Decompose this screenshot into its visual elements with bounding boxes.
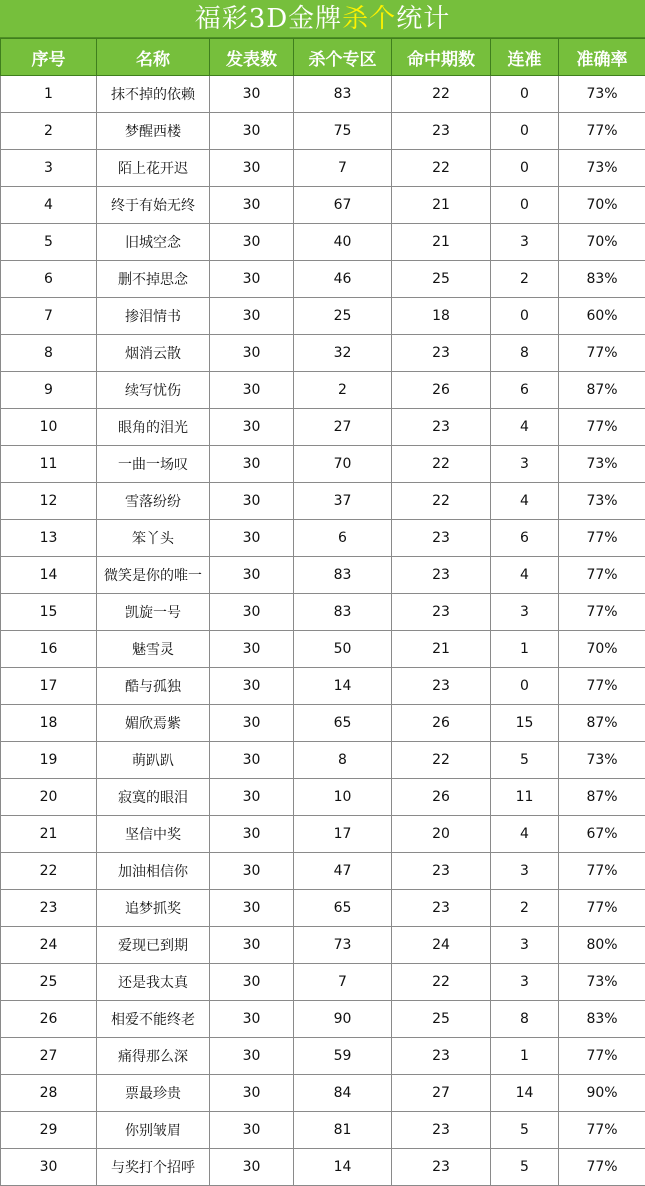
table-row — [1, 372, 645, 409]
table-row — [1, 409, 645, 446]
cell-col-name: 陌上花开迟 — [97, 150, 210, 187]
cell-col-index: 1 — [1, 76, 97, 113]
table-row — [1, 520, 645, 557]
cell-col-hits: 22 — [392, 964, 491, 1001]
cell-col-accuracy: 73% — [559, 76, 645, 113]
table-row — [1, 705, 645, 742]
cell-col-streak: 1 — [491, 1038, 559, 1075]
cell-col-hits: 23 — [392, 1038, 491, 1075]
cell-col-streak: 2 — [491, 890, 559, 927]
cell-col-name: 旧城空念 — [97, 224, 210, 261]
cell-col-accuracy: 70% — [559, 224, 645, 261]
cell-col-index: 13 — [1, 520, 97, 557]
cell-col-index: 15 — [1, 594, 97, 631]
cell-col-kill-zone: 75 — [294, 113, 392, 150]
cell-col-index: 4 — [1, 187, 97, 224]
title-highlight: 杀个 — [342, 4, 396, 34]
cell-col-kill-zone: 65 — [294, 705, 392, 742]
cell-col-kill-zone: 40 — [294, 224, 392, 261]
cell-col-accuracy: 80% — [559, 927, 645, 964]
cell-col-hits: 25 — [392, 1001, 491, 1038]
cell-col-index: 20 — [1, 779, 97, 816]
cell-col-hits: 23 — [392, 335, 491, 372]
cell-col-name: 酷与孤独 — [97, 668, 210, 705]
cell-col-index: 2 — [1, 113, 97, 150]
table-row — [1, 1149, 645, 1186]
cell-col-streak: 3 — [491, 224, 559, 261]
cell-col-index: 25 — [1, 964, 97, 1001]
cell-col-accuracy: 73% — [559, 742, 645, 779]
cell-col-name: 魅雪灵 — [97, 631, 210, 668]
cell-col-hits: 23 — [392, 853, 491, 890]
cell-col-hits: 18 — [392, 298, 491, 335]
cell-col-kill-zone: 59 — [294, 1038, 392, 1075]
cell-col-hits: 23 — [392, 409, 491, 446]
cell-col-streak: 1 — [491, 631, 559, 668]
cell-col-name: 你别皱眉 — [97, 1112, 210, 1149]
cell-col-posts: 30 — [210, 1001, 294, 1038]
table-row — [1, 853, 645, 890]
cell-col-hits: 23 — [392, 594, 491, 631]
cell-col-kill-zone: 6 — [294, 520, 392, 557]
cell-col-name: 还是我太真 — [97, 964, 210, 1001]
cell-col-posts: 30 — [210, 557, 294, 594]
cell-col-kill-zone: 37 — [294, 483, 392, 520]
cell-col-hits: 23 — [392, 113, 491, 150]
table-row — [1, 1112, 645, 1149]
cell-col-hits: 23 — [392, 557, 491, 594]
cell-col-streak: 3 — [491, 853, 559, 890]
cell-col-accuracy: 77% — [559, 113, 645, 150]
cell-col-kill-zone: 90 — [294, 1001, 392, 1038]
cell-col-accuracy: 70% — [559, 631, 645, 668]
cell-col-index: 21 — [1, 816, 97, 853]
table-row — [1, 335, 645, 372]
cell-col-streak: 4 — [491, 816, 559, 853]
cell-col-posts: 30 — [210, 927, 294, 964]
cell-col-kill-zone: 17 — [294, 816, 392, 853]
cell-col-index: 28 — [1, 1075, 97, 1112]
cell-col-kill-zone: 83 — [294, 557, 392, 594]
cell-col-name: 凯旋一号 — [97, 594, 210, 631]
cell-col-hits: 22 — [392, 742, 491, 779]
table-row — [1, 779, 645, 816]
cell-col-posts: 30 — [210, 853, 294, 890]
cell-col-kill-zone: 8 — [294, 742, 392, 779]
cell-col-hits: 23 — [392, 668, 491, 705]
table-row — [1, 298, 645, 335]
table-row — [1, 594, 645, 631]
header-col-kill-zone: 杀个专区 — [294, 39, 392, 76]
cell-col-posts: 30 — [210, 372, 294, 409]
cell-col-accuracy: 83% — [559, 261, 645, 298]
cell-col-kill-zone: 7 — [294, 964, 392, 1001]
cell-col-accuracy: 77% — [559, 890, 645, 927]
cell-col-posts: 30 — [210, 1038, 294, 1075]
cell-col-index: 29 — [1, 1112, 97, 1149]
cell-col-streak: 5 — [491, 1149, 559, 1186]
cell-col-name: 媚欣焉紫 — [97, 705, 210, 742]
cell-col-streak: 2 — [491, 261, 559, 298]
cell-col-index: 27 — [1, 1038, 97, 1075]
cell-col-hits: 20 — [392, 816, 491, 853]
cell-col-index: 22 — [1, 853, 97, 890]
cell-col-posts: 30 — [210, 594, 294, 631]
table-row — [1, 927, 645, 964]
cell-col-name: 梦醒西楼 — [97, 113, 210, 150]
cell-col-name: 加油相信你 — [97, 853, 210, 890]
cell-col-index: 12 — [1, 483, 97, 520]
cell-col-streak: 5 — [491, 742, 559, 779]
cell-col-accuracy: 73% — [559, 446, 645, 483]
title-bar — [0, 0, 645, 38]
cell-col-accuracy: 67% — [559, 816, 645, 853]
cell-col-posts: 30 — [210, 964, 294, 1001]
cell-col-hits: 23 — [392, 520, 491, 557]
cell-col-streak: 3 — [491, 446, 559, 483]
cell-col-accuracy: 90% — [559, 1075, 645, 1112]
cell-col-posts: 30 — [210, 150, 294, 187]
cell-col-accuracy: 87% — [559, 779, 645, 816]
cell-col-name: 抹不掉的依赖 — [97, 76, 210, 113]
table-body — [1, 76, 645, 1186]
cell-col-name: 坚信中奖 — [97, 816, 210, 853]
table-row — [1, 113, 645, 150]
cell-col-hits: 22 — [392, 150, 491, 187]
cell-col-name: 掺泪情书 — [97, 298, 210, 335]
cell-col-streak: 11 — [491, 779, 559, 816]
cell-col-hits: 23 — [392, 1112, 491, 1149]
cell-col-posts: 30 — [210, 409, 294, 446]
cell-col-streak: 6 — [491, 372, 559, 409]
cell-col-posts: 30 — [210, 113, 294, 150]
cell-col-streak: 6 — [491, 520, 559, 557]
cell-col-accuracy: 87% — [559, 705, 645, 742]
cell-col-hits: 22 — [392, 483, 491, 520]
cell-col-kill-zone: 83 — [294, 594, 392, 631]
cell-col-kill-zone: 2 — [294, 372, 392, 409]
cell-col-accuracy: 77% — [559, 668, 645, 705]
cell-col-streak: 4 — [491, 557, 559, 594]
cell-col-accuracy: 77% — [559, 1112, 645, 1149]
cell-col-accuracy: 77% — [559, 594, 645, 631]
cell-col-accuracy: 77% — [559, 1038, 645, 1075]
cell-col-streak: 0 — [491, 76, 559, 113]
cell-col-name: 爱现已到期 — [97, 927, 210, 964]
cell-col-index: 30 — [1, 1149, 97, 1186]
cell-col-accuracy: 77% — [559, 409, 645, 446]
header-col-name: 名称 — [97, 39, 210, 76]
cell-col-index: 16 — [1, 631, 97, 668]
cell-col-name: 删不掉思念 — [97, 261, 210, 298]
cell-col-posts: 30 — [210, 779, 294, 816]
cell-col-accuracy: 77% — [559, 557, 645, 594]
cell-col-hits: 26 — [392, 705, 491, 742]
cell-col-streak: 0 — [491, 298, 559, 335]
cell-col-kill-zone: 7 — [294, 150, 392, 187]
cell-col-name: 微笑是你的唯一 — [97, 557, 210, 594]
title-suffix: 统计 — [396, 4, 450, 34]
cell-col-kill-zone: 47 — [294, 853, 392, 890]
cell-col-kill-zone: 14 — [294, 1149, 392, 1186]
table-row — [1, 890, 645, 927]
header-col-accuracy: 准确率 — [559, 39, 645, 76]
header-col-hits: 命中期数 — [392, 39, 491, 76]
cell-col-hits: 27 — [392, 1075, 491, 1112]
cell-col-posts: 30 — [210, 298, 294, 335]
cell-col-name: 终于有始无终 — [97, 187, 210, 224]
cell-col-name: 追梦抓奖 — [97, 890, 210, 927]
table-row — [1, 557, 645, 594]
cell-col-kill-zone: 27 — [294, 409, 392, 446]
cell-col-kill-zone: 14 — [294, 668, 392, 705]
cell-col-kill-zone: 70 — [294, 446, 392, 483]
table-row — [1, 742, 645, 779]
table-header — [1, 39, 645, 76]
cell-col-accuracy: 77% — [559, 853, 645, 890]
cell-col-index: 7 — [1, 298, 97, 335]
cell-col-index: 9 — [1, 372, 97, 409]
table-row — [1, 483, 645, 520]
cell-col-streak: 0 — [491, 668, 559, 705]
cell-col-index: 17 — [1, 668, 97, 705]
cell-col-name: 笨丫头 — [97, 520, 210, 557]
cell-col-accuracy: 77% — [559, 520, 645, 557]
header-col-posts: 发表数 — [210, 39, 294, 76]
title-prefix: 福彩3D金牌 — [195, 4, 342, 34]
cell-col-posts: 30 — [210, 335, 294, 372]
table-row — [1, 446, 645, 483]
table-row — [1, 187, 645, 224]
table-row — [1, 76, 645, 113]
table-row — [1, 1038, 645, 1075]
header-row — [1, 39, 645, 76]
cell-col-index: 19 — [1, 742, 97, 779]
cell-col-index: 3 — [1, 150, 97, 187]
cell-col-index: 18 — [1, 705, 97, 742]
table-row — [1, 1001, 645, 1038]
cell-col-posts: 30 — [210, 520, 294, 557]
cell-col-kill-zone: 50 — [294, 631, 392, 668]
cell-col-hits: 21 — [392, 631, 491, 668]
cell-col-posts: 30 — [210, 1112, 294, 1149]
header-col-streak: 连准 — [491, 39, 559, 76]
cell-col-kill-zone: 84 — [294, 1075, 392, 1112]
table-row — [1, 224, 645, 261]
cell-col-index: 14 — [1, 557, 97, 594]
cell-col-name: 与奖打个招呼 — [97, 1149, 210, 1186]
cell-col-accuracy: 77% — [559, 1149, 645, 1186]
cell-col-hits: 22 — [392, 76, 491, 113]
table-row — [1, 964, 645, 1001]
table-row — [1, 261, 645, 298]
cell-col-accuracy: 73% — [559, 150, 645, 187]
cell-col-kill-zone: 73 — [294, 927, 392, 964]
cell-col-accuracy: 77% — [559, 335, 645, 372]
cell-col-hits: 26 — [392, 779, 491, 816]
cell-col-posts: 30 — [210, 705, 294, 742]
cell-col-hits: 21 — [392, 187, 491, 224]
cell-col-index: 26 — [1, 1001, 97, 1038]
cell-col-streak: 8 — [491, 1001, 559, 1038]
cell-col-index: 11 — [1, 446, 97, 483]
cell-col-posts: 30 — [210, 187, 294, 224]
cell-col-index: 8 — [1, 335, 97, 372]
cell-col-name: 痛得那么深 — [97, 1038, 210, 1075]
cell-col-hits: 26 — [392, 372, 491, 409]
cell-col-kill-zone: 32 — [294, 335, 392, 372]
cell-col-name: 续写忧伤 — [97, 372, 210, 409]
cell-col-name: 萌趴趴 — [97, 742, 210, 779]
cell-col-index: 5 — [1, 224, 97, 261]
cell-col-posts: 30 — [210, 483, 294, 520]
cell-col-posts: 30 — [210, 1149, 294, 1186]
cell-col-accuracy: 73% — [559, 483, 645, 520]
cell-col-streak: 4 — [491, 409, 559, 446]
cell-col-name: 一曲一场叹 — [97, 446, 210, 483]
cell-col-posts: 30 — [210, 890, 294, 927]
cell-col-posts: 30 — [210, 668, 294, 705]
cell-col-kill-zone: 25 — [294, 298, 392, 335]
cell-col-posts: 30 — [210, 631, 294, 668]
cell-col-accuracy: 70% — [559, 187, 645, 224]
cell-col-hits: 23 — [392, 1149, 491, 1186]
cell-col-hits: 22 — [392, 446, 491, 483]
cell-col-kill-zone: 67 — [294, 187, 392, 224]
table-row — [1, 816, 645, 853]
cell-col-streak: 15 — [491, 705, 559, 742]
cell-col-kill-zone: 65 — [294, 890, 392, 927]
cell-col-kill-zone: 46 — [294, 261, 392, 298]
cell-col-hits: 23 — [392, 890, 491, 927]
cell-col-hits: 25 — [392, 261, 491, 298]
cell-col-posts: 30 — [210, 1075, 294, 1112]
table-row — [1, 150, 645, 187]
cell-col-posts: 30 — [210, 76, 294, 113]
cell-col-kill-zone: 81 — [294, 1112, 392, 1149]
page-title — [195, 0, 450, 38]
cell-col-hits: 24 — [392, 927, 491, 964]
cell-col-accuracy: 87% — [559, 372, 645, 409]
cell-col-streak: 8 — [491, 335, 559, 372]
cell-col-name: 票最珍贵 — [97, 1075, 210, 1112]
cell-col-kill-zone: 10 — [294, 779, 392, 816]
cell-col-kill-zone: 83 — [294, 76, 392, 113]
cell-col-streak: 14 — [491, 1075, 559, 1112]
cell-col-index: 24 — [1, 927, 97, 964]
cell-col-streak: 0 — [491, 113, 559, 150]
header-col-index: 序号 — [1, 39, 97, 76]
cell-col-index: 6 — [1, 261, 97, 298]
cell-col-accuracy: 60% — [559, 298, 645, 335]
cell-col-name: 雪落纷纷 — [97, 483, 210, 520]
table-row — [1, 1075, 645, 1112]
cell-col-posts: 30 — [210, 261, 294, 298]
cell-col-name: 相爱不能终老 — [97, 1001, 210, 1038]
cell-col-streak: 4 — [491, 483, 559, 520]
cell-col-streak: 3 — [491, 927, 559, 964]
cell-col-accuracy: 83% — [559, 1001, 645, 1038]
table-row — [1, 631, 645, 668]
stats-table — [0, 38, 645, 1186]
cell-col-posts: 30 — [210, 224, 294, 261]
cell-col-name: 寂寞的眼泪 — [97, 779, 210, 816]
cell-col-streak: 3 — [491, 964, 559, 1001]
cell-col-name: 眼角的泪光 — [97, 409, 210, 446]
cell-col-streak: 3 — [491, 594, 559, 631]
table-row — [1, 668, 645, 705]
cell-col-posts: 30 — [210, 446, 294, 483]
cell-col-hits: 21 — [392, 224, 491, 261]
cell-col-streak: 5 — [491, 1112, 559, 1149]
cell-col-posts: 30 — [210, 742, 294, 779]
cell-col-index: 10 — [1, 409, 97, 446]
cell-col-streak: 0 — [491, 187, 559, 224]
cell-col-index: 23 — [1, 890, 97, 927]
cell-col-posts: 30 — [210, 816, 294, 853]
cell-col-name: 烟消云散 — [97, 335, 210, 372]
cell-col-streak: 0 — [491, 150, 559, 187]
cell-col-accuracy: 73% — [559, 964, 645, 1001]
